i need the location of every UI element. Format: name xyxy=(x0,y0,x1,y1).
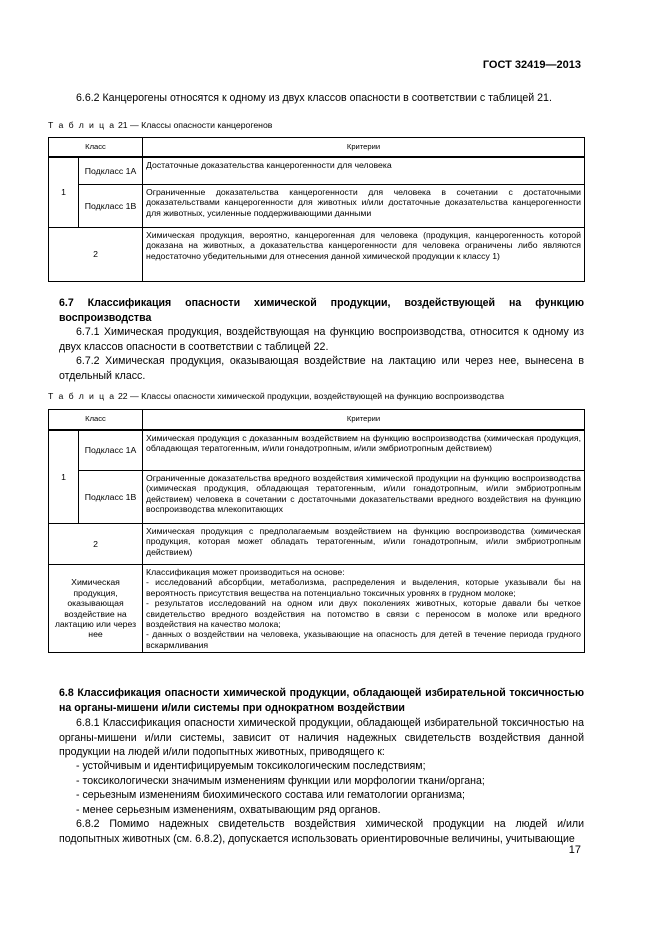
table-21-header-class: Класс xyxy=(49,138,143,158)
table-22-lactation-class: Химическая продукция, оказывающая воздействие на лактацию или через нее xyxy=(49,565,143,653)
table-22-class-2-criteria: Химическая продукция с предполагаемым воздействием на функцию воспроизводства (химическая продукция, которая может обладать тератогенным, и/или гонадотропным, и/или эмбриотропным действием) xyxy=(143,524,585,565)
table-21-class-2: 2 xyxy=(49,228,143,282)
table-22-lactation-intro: Классификация может производиться на основе: xyxy=(146,567,345,577)
table-22-subclass-1a-criteria: Химическая продукция с доказанным воздействием на функцию воспроизводства (химическая продукция, обладающая тератогенным, и/или гонадотропным, и/или эмбриотропным действием) xyxy=(143,430,585,471)
list-item: - менее серьезным изменениям, охватывающим ряд органов. xyxy=(76,803,381,816)
table-22-subclass-1b: Подкласс 1В xyxy=(79,471,143,524)
table-21-subclass-1b: Подкласс 1В xyxy=(79,185,143,228)
list-item: - токсикологически значимым изменениям функции или морфологии ткани/органа; xyxy=(76,774,485,787)
section-6-8-heading: 6.8 Классификация опасности химической продукции, обладающей избирательной токсичностью на органы-мишени и/или системы при однократном воздействии xyxy=(59,687,584,714)
table-22-class-1: 1 xyxy=(49,430,79,524)
page-number: 17 xyxy=(568,844,581,856)
table-22-lactation-item: - исследований абсорбции, метаболизма, распределения и выделения, которые указывали бы на вероятность присутствия вещества на потенциально токсичных уровнях в грудном молоке; xyxy=(146,577,581,598)
table-21-subclass-1b-criteria: Ограниченные доказательства канцерогенности для человека в сочетании с достаточными доказательствами канцерогенности для животных и/или достаточные доказательства канцерогенности для животных, усиленные поддерживающими данными xyxy=(143,185,585,228)
table-22-lactation-item: - результатов исследований на одном или двух поколениях животных, которые давали бы четкое свидетельство вредного воздействия на потомство в связи с переносом в молоке или вредного воздействия на качество молока; xyxy=(146,598,581,630)
table-21-subclass-1a-criteria: Достаточные доказательства канцерогенности для человека xyxy=(143,157,585,185)
table-22-caption xyxy=(48,391,504,401)
table-21-class-2-criteria: Химическая продукция, вероятно, канцерогенная для человека (продукция, канцерогенность которой доказана на животных, а доказательства канцерогенности для человека ограничены либо являются недостаточно убедительными для отнесения данной химической продукции к классу 1) xyxy=(143,228,585,282)
table-21-header-criteria: Критерии xyxy=(143,138,585,158)
document-code: ГОСТ 32419—2013 xyxy=(482,59,581,71)
table-22-caption-label: Т а б л и ц а xyxy=(48,391,116,401)
table-21-class-1: 1 xyxy=(49,157,79,228)
table-21-caption-label: Т а б л и ц а xyxy=(48,120,116,130)
table-21 xyxy=(48,137,585,282)
table-22-subclass-1b-criteria: Ограниченные доказательства вредного воздействия химической продукции на функцию воспроизводства (химическая продукция, обладающая тератогенным, и/или гонадотропным, и/или эмбриотропным действием) человека в сочетании с достаточными доказательствами вредного воздействия на функцию воспроизводства млекопитающих xyxy=(143,471,585,524)
table-22-subclass-1a: Подкласс 1А xyxy=(79,430,143,471)
list-item: - устойчивым и идентифицируемым токсикологическим последствиям; xyxy=(76,760,426,772)
table-22-header-class: Класс xyxy=(49,410,143,431)
table-22-class-2: 2 xyxy=(49,524,143,565)
paragraph-6-7-1: 6.7.1 Химическая продукция, воздействующая на функцию воспроизводства, относится к одному из двух классов опасности в соответствии с таблицей 22. xyxy=(59,326,584,353)
table-22-header-criteria: Критерии xyxy=(143,410,585,431)
paragraph-6-7-2: 6.7.2 Химическая продукция, оказывающая воздействие на лактацию или через нее, вынесена в отдельный класс. xyxy=(59,355,584,382)
section-6-8-list xyxy=(59,759,584,817)
paragraph-6-6-2: 6.6.2 Канцерогены относятся к одному из двух классов опасности в соответствии с таблицей 21. xyxy=(76,92,552,104)
paragraph-6-8-1: 6.8.1 Классификация опасности химической продукции, обладающей избирательной токсичностью на органы-мишени и/или системы, зависит от наличия надежных свидетельств воздействия данной продукции на людей и/или подопытных животных, приводящего к: xyxy=(59,717,584,759)
table-22-caption-text: 22 — Классы опасности химической продукции, воздействующей на функцию воспроизводства xyxy=(117,391,505,401)
paragraph-6-8-2: 6.8.2 Помимо надежных свидетельств воздействия химической продукции на людей и/или подопытных животных (см. 6.8.2), допускается использовать ориентировочные величины, учитывающие xyxy=(59,818,584,845)
table-21-caption xyxy=(48,120,272,130)
table-22-lactation-criteria xyxy=(143,565,585,653)
table-21-caption-text: 21 — Классы опасности канцерогенов xyxy=(117,120,273,130)
table-22-lactation-item: - данных о воздействии на человека, указывающие на опасность для детей в течение периода грудного вскармливания xyxy=(146,629,581,650)
section-6-7-heading: 6.7 Классификация опасности химической продукции, воздействующей на функцию воспроизводства xyxy=(59,297,584,324)
list-item: - серьезным изменениям биохимического состава или гематологии организма; xyxy=(76,789,465,802)
table-22 xyxy=(48,409,585,653)
table-21-subclass-1a: Подкласс 1А xyxy=(79,157,143,185)
